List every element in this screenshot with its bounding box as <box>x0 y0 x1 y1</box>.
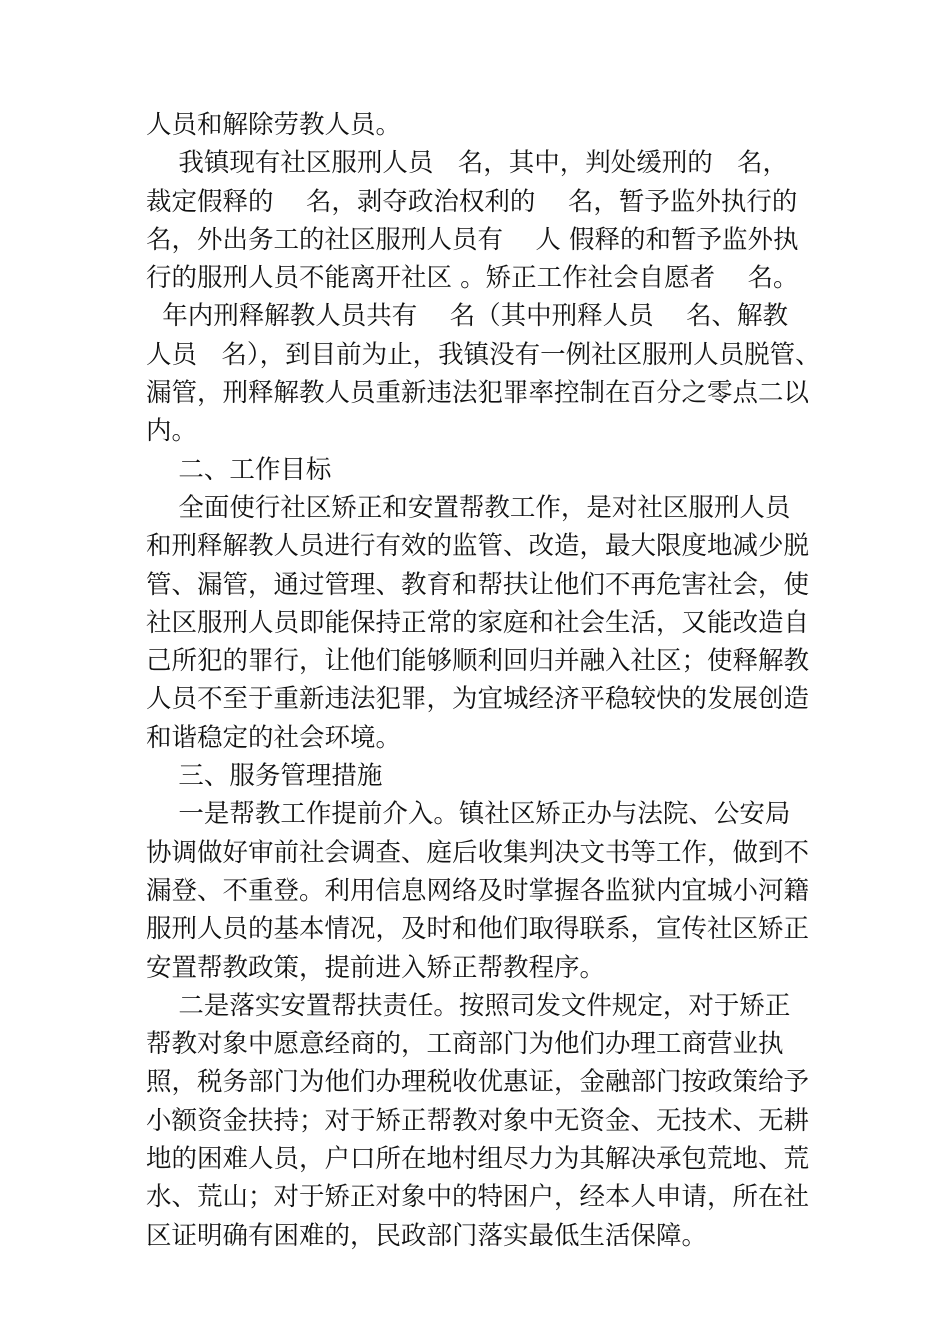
text-line: 人员不至于重新违法犯罪，为宜城经济平稳较快的发展创造 <box>146 684 810 715</box>
text-line: 二是落实安置帮扶责任。按照司发文件规定，对于矫正 <box>146 990 791 1021</box>
text-line: 和刑释解教人员进行有效的监管、改造，最大限度地减少脱 <box>146 531 810 562</box>
text-line: 人员 名），到目前为止，我镇没有一例社区服刑人员脱管、 <box>146 339 821 370</box>
text-line: 安置帮教政策，提前进入矫正帮教程序。 <box>146 952 606 983</box>
text-line: 我镇现有社区服刑人员 名，其中，判处缓刑的 名， <box>146 148 789 179</box>
text-line: 裁定假释的 名，剥夺政治权利的 名，暂予监外执行的 <box>146 186 798 217</box>
text-line: 名，外出务工的社区服刑人员有 人 假释的和暂予监外执 <box>146 224 799 255</box>
text-line: 地的困难人员，户口所在地村组尽力为其解决承包荒地、荒 <box>146 1144 810 1175</box>
text-line: 漏登、不重登。利用信息网络及时掌握各监狱内宜城小河籍 <box>146 875 810 906</box>
text-line: 漏管，刑释解教人员重新违法犯罪率控制在百分之零点二以 <box>146 378 810 409</box>
text-line: 照，税务部门为他们办理税收优惠证，金融部门按政策给予 <box>146 1067 810 1098</box>
text-line: 协调做好审前社会调查、庭后收集判决文书等工作，做到不 <box>146 837 810 868</box>
text-line: 全面使行社区矫正和安置帮教工作，是对社区服刑人员 <box>146 492 791 523</box>
text-line: 社区服刑人员即能保持正常的家庭和社会生活，又能改造自 <box>146 607 810 638</box>
text-line: 二、工作目标 <box>146 454 332 485</box>
text-line: 服刑人员的基本情况，及时和他们取得联系，宣传社区矫正 <box>146 914 810 945</box>
text-line: 一是帮教工作提前介入。镇社区矫正办与法院、公安局 <box>146 799 791 830</box>
document-body <box>146 106 836 1255</box>
text-line: 和谐稳定的社会环境。 <box>146 722 402 753</box>
text-line: 三、服务管理措施 <box>146 761 383 792</box>
text-line: 人员和解除劳教人员。 <box>146 110 402 140</box>
text-line: 己所犯的罪行，让他们能够顺利回归并融入社区；使释解教 <box>146 646 810 677</box>
text-line: 内。 <box>146 416 198 447</box>
text-line: 水、荒山；对于矫正对象中的特困户，经本人申请，所在社 <box>146 1182 810 1213</box>
text-line: 管、漏管，通过管理、教育和帮扶让他们不再危害社会，使 <box>146 569 810 600</box>
text-line: 区证明确有困难的，民政部门落实最低生活保障。 <box>146 1220 708 1251</box>
text-line: 帮教对象中愿意经商的，工商部门为他们办理工商营业执 <box>146 1029 784 1060</box>
text-line: 年内刑释解教人员共有 名（其中刑释人员 名、解教 <box>146 301 789 332</box>
text-line: 小额资金扶持；对于矫正帮教对象中无资金、无技术、无耕 <box>146 1105 810 1136</box>
text-line: 行的服刑人员不能离开社区 。矫正工作社会自愿者 名。 <box>146 263 799 294</box>
